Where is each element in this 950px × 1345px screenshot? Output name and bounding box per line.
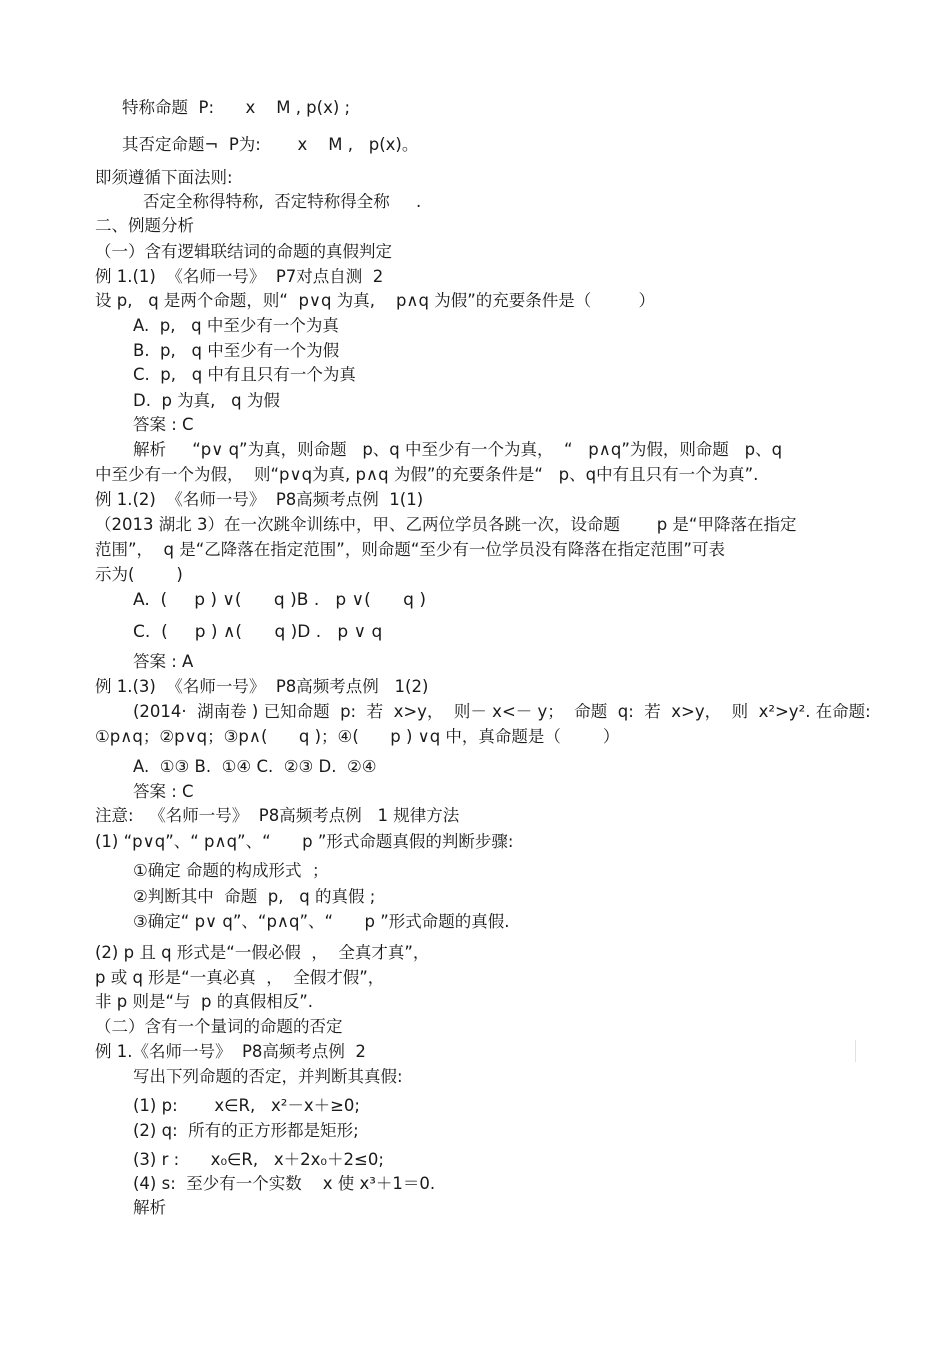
option-c: C. p, q 中有且只有一个为真	[133, 365, 356, 384]
option-b: B. p, q 中至少有一个为假	[133, 341, 340, 360]
example-1-2-title: 例 1.(2) 《名师一号》 P8高频考点例 1(1)	[95, 490, 424, 509]
note-2-line-3: 非 p 则是“与 p 的真假相反”.	[95, 992, 314, 1011]
analysis-label: 解析	[133, 1198, 166, 1217]
example-1-3-title: 例 1.(3) 《名师一号》 P8高频考点例 1(2)	[95, 677, 429, 696]
option-a: A. p, q 中至少有一个为真	[133, 316, 339, 335]
example-1-2-question-1: （2013 湖北 3）在一次跳伞训练中，甲、乙两位学员各跳一次，设命题 p 是“甲降落在指定	[95, 515, 797, 534]
example-1-3-question-2: ①p∧q；②p∨q；③p∧( q )；④( p ) ∨q 中，真命题是（ ）	[95, 727, 620, 746]
analysis-line-2: 中至少有一个为假， 则“p∨q为真, p∧q 为假”的充要条件是“ p、q中有且只有一个为真”.	[95, 465, 759, 484]
example-1-1-title: 例 1.(1) 《名师一号》 P7对点自测 2	[95, 267, 384, 286]
note-step-1: ①确定 命题的构成形式 ；	[133, 861, 329, 880]
negation-line: 其否定命题¬ P为: x M , p(x)。	[122, 135, 419, 154]
example-1-2-question-3: 示为( )	[95, 565, 183, 584]
note-title: 注意: 《名师一号》 P8高频考点例 1 规律方法	[95, 806, 460, 825]
note-2-line-2: p 或 q 形是“一真必真 ， 全假才假”，	[95, 968, 385, 987]
note-step-3: ③确定“ p∨ q”、“p∧q”、“ p ”形式命题的真假.	[133, 912, 510, 931]
analysis-line-1: 解析 “p∨ q”为真，则命题 p、q 中至少有一个为真， “ p∧q”为假，则命题 p、q	[133, 440, 783, 459]
example-1-3-question-1: (2014· 湖南卷 ) 已知命题 p: 若 x>y， 则－ x<－ y； 命题 q: 若 x>y， 则 x²>y². 在命题:	[133, 702, 871, 721]
answer-2: 答案 : A	[133, 652, 194, 671]
rule-intro: 即须遵循下面法则:	[95, 168, 233, 187]
answer-3: 答案 : C	[133, 782, 194, 801]
options-ab: A. ( p ) ∨( q )B . p ∨( q )	[133, 590, 426, 610]
subsection-heading-1: （一）含有逻辑联结词的命题的真假判定	[95, 242, 392, 261]
subsection-heading-2: （二）含有一个量词的命题的否定	[95, 1017, 343, 1036]
divider	[855, 1040, 856, 1062]
example-2-instruction: 写出下列命题的否定，并判断其真假:	[133, 1067, 403, 1086]
example-2-item-1: (1) p: x∈R, x²－x＋≥0;	[133, 1096, 360, 1115]
existential-proposition-line: 特称命题 P: x M , p(x) ;	[122, 98, 351, 117]
example-1-1-question: 设 p, q 是两个命题，则“ p∨q 为真, p∧q 为假”的充要条件是（ ）	[95, 291, 655, 310]
example-2-item-3: (3) r : x₀∈R, x＋2x₀＋2≤0;	[133, 1150, 384, 1169]
note-1: (1) “p∨q”、“ p∧q”、“ p ”形式命题真假的判断步骤:	[95, 832, 514, 851]
section-heading: 二、例题分析	[95, 216, 194, 235]
example-2-title: 例 1.《名师一号》 P8高频考点例 2	[95, 1042, 366, 1061]
example-2-item-2: (2) q: 所有的正方形都是矩形;	[133, 1121, 359, 1140]
answer-1: 答案 : C	[133, 415, 194, 434]
options-cd: C. ( p ) ∧( q )D . p ∨ q	[133, 622, 383, 642]
rule-text: 否定全称得特称, 否定特称得全称 .	[143, 192, 422, 211]
option-d: D. p 为真, q 为假	[133, 391, 280, 410]
note-step-2: ②判断其中 命题 p, q 的真假 ;	[133, 887, 376, 906]
note-2-line-1: (2) p 且 q 形式是“一假必假 ， 全真才真”，	[95, 943, 430, 962]
example-1-3-options: A. ①③ B. ①④ C. ②③ D. ②④	[133, 757, 377, 776]
example-2-item-4: (4) s: 至少有一个实数 x 使 x³＋1＝0.	[133, 1174, 436, 1193]
example-1-2-question-2: 范围”， q 是“乙降落在指定范围”，则命题“至少有一位学员没有降落在指定范围”可表	[95, 540, 725, 559]
